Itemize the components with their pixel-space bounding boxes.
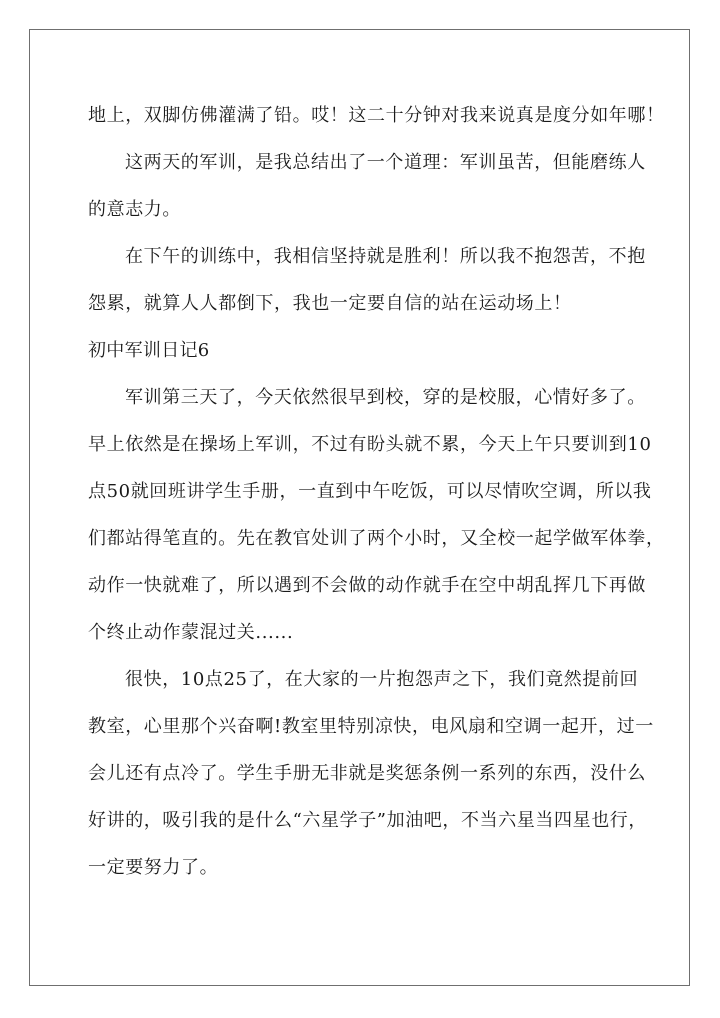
paragraph-line: 的意志力。 <box>88 199 181 220</box>
paragraph-line: 早上依然是在操场上军训，不过有盼头就不累，今天上午只要训到10 <box>88 434 652 455</box>
paragraph-line: 很快，10点25了，在大家的一片抱怨声之下，我们竟然提前回 <box>125 669 639 690</box>
paragraph-line: 这两天的军训，是我总结出了一个道理：军训虽苦，但能磨练人 <box>125 152 646 173</box>
document-body <box>88 92 665 891</box>
section-title: 初中军训日记6 <box>88 340 210 361</box>
paragraph-line: 怨累，就算人人都倒下，我也一定要自信的站在运动场上！ <box>88 293 572 314</box>
paragraph-line: 会儿还有点冷了。学生手册无非就是奖惩条例一系列的东西，没什么 <box>88 763 646 784</box>
paragraph-line: 在下午的训练中，我相信坚持就是胜利！所以我不抱怨苦，不抱 <box>125 246 646 267</box>
paragraph-line: 军训第三天了，今天依然很早到校，穿的是校服，心情好多了。 <box>125 387 646 408</box>
paragraph-line: 教室，心里那个兴奋啊!教室里特别凉快，电风扇和空调一起开，过一 <box>88 716 654 737</box>
paragraph-line: 点50就回班讲学生手册，一直到中午吃饭，可以尽情吹空调，所以我 <box>88 481 652 502</box>
paragraph-line: 个终止动作蒙混过关...... <box>88 622 294 643</box>
paragraph-line: 动作一快就难了，所以遇到不会做的动作就手在空中胡乱挥几下再做 <box>88 575 646 596</box>
paragraph-line: 地上，双脚仿佛灌满了铅。哎！这二十分钟对我来说真是度分如年哪！ <box>88 105 665 126</box>
paragraph-line: 们都站得笔直的。先在教官处训了两个小时，又全校一起学做军体拳， <box>88 528 665 549</box>
paragraph-line: 一定要努力了。 <box>88 857 219 878</box>
paragraph-line: 好讲的，吸引我的是什么“六星学子”加油吧，不当六星当四星也行， <box>88 810 648 831</box>
